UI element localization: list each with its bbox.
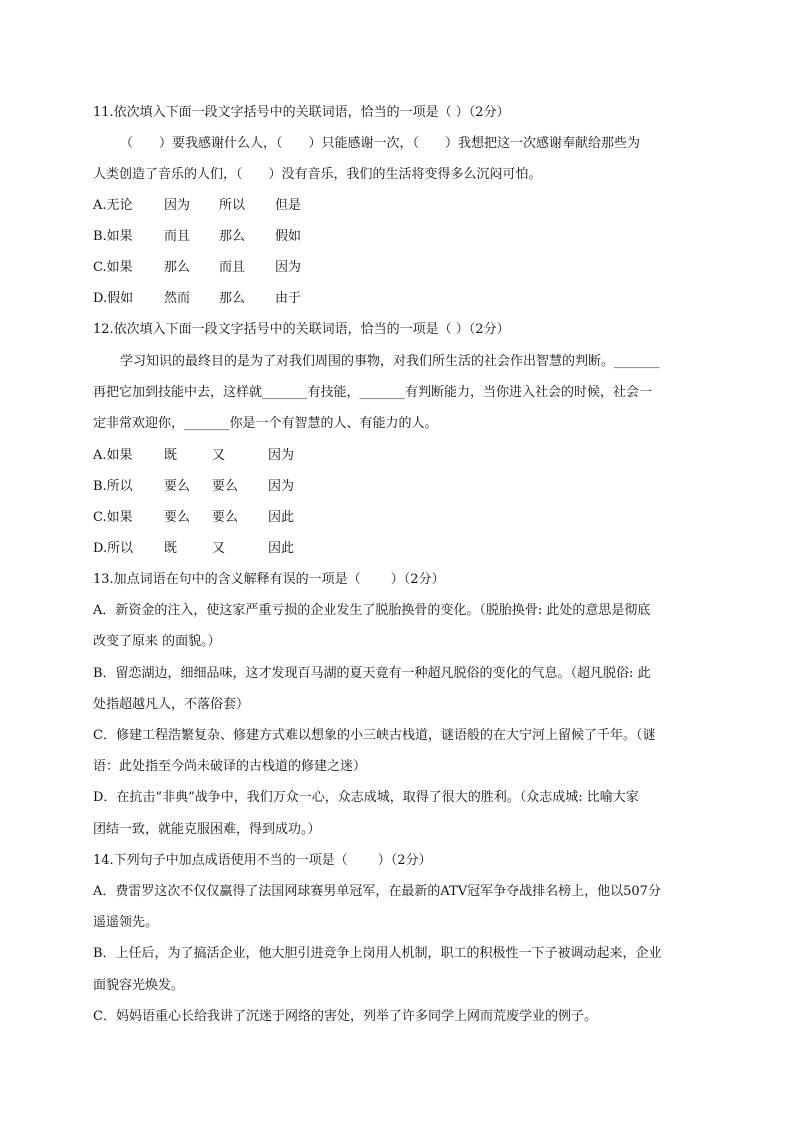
q12-passage-line-3: 定非常欢迎你，_______你是一个有智慧的人、有能力的人。: [93, 416, 438, 431]
q12-passage-line-1: 学习知识的最终目的是为了对我们周围的事物，对我们所生活的社会作出智慧的判断。_______: [120, 354, 660, 369]
document-page: 11.依次填入下面一段文字括号中的关联词语，恰当的一项是（ ）（2分） （ ）要我感谢什么人，（ ）只能感谢一次，（ ）我想把这一次感谢奉献给那些为 人类创造了音乐的人们，（ ）没有音乐，我们的生活将变得多么沉闷可怕。 A.无论 因为 所以 但是 B.如果 而且 那么 假如 C.如果 那么 而且 因为 D.假如 然而 那么 由于 12.依次填入下面一段文字括号中的关联词语，恰当的一项是（ ）（2分） 学习知识的最终目的是为了对我们周围的事物，对我们所生活的社会作出智慧的判断。_______ 再把它加到技能中去，这样就_______有技能，_______有判断能力，当你进入社会的时候，社会一 定非常欢迎你，_______你是一个有智慧的人、有能力的人。 A.如果 既 又 因为 B.所以 要么 要么 因为 C.如果 要么 要么 因此 D.所以 既 又 因此 13.加点词语在句中的含义解释有误的一项是（ ）（2分） A．新资金的注入，使这家严重亏损的企业发生了脱胎换骨的变化。（脱胎换骨: 此处的意思是彻底 改变了原来 的面貌。） B．留恋湖边，细细品味，这才发现百马湖的夏天竟有一种超凡脱俗的变化的气息。（超凡脱俗: 此 处指超越凡人，不落俗套） C．修建工程浩繁复杂、修建方式难以想象的小三峡古栈道，谜语般的在大宁河上留候了千年。（谜 语：此处指至今尚未破译的古栈道的修建之迷） D．在抗击“非典”战争中，我们万众一心，众志成城，取得了很大的胜利。（众志成城: 比喻大家 团结一致，就能克服困难，得到成功。） 14.下列句子中加点成语使用不当的一项是（ ）（2分） A．费雷罗这次不仅仅赢得了法国网球赛男单冠军，在最新的ATV冠军争夺战排名榜上，他以507分 遥遥领先。 B．上任后，为了搞活企业，他大胆引进竞争上岗用人机制，职工的积极性一下子被调动起来，企业 面貌容光焕发。 C．妈妈语重心长给我讲了沉迷于网络的害处，列举了许多同学上网而荒废学业的例子。: [0, 0, 794, 1123]
q13-option-b-line-1: B．留恋湖边，细细品味，这才发现百马湖的夏天竟有一种超凡脱俗的变化的气息。（超凡脱俗: 此: [93, 666, 651, 681]
q11-passage-line-1: （ ）要我感谢什么人，（ ）只能感谢一次，（ ）我想把这一次感谢奉献给那些为: [120, 136, 641, 151]
q13-option-c-line-2: 语：此处指至今尚未破译的古栈道的修建之迷）: [93, 759, 367, 774]
q13-option-a-line-1: A．新资金的注入，使这家严重亏损的企业发生了脱胎换骨的变化。（脱胎换骨: 此处的意思是彻底: [93, 603, 651, 618]
q13-stem: 13.加点词语在句中的含义解释有误的一项是（ ）（2分）: [93, 572, 445, 587]
q13-option-c-line-1: C．修建工程浩繁复杂、修建方式难以想象的小三峡古栈道，谜语般的在大宁河上留候了千年。（谜: [93, 728, 656, 743]
q11-passage-line-2: 人类创造了音乐的人们，（ ）没有音乐，我们的生活将变得多么沉闷可怕。: [93, 167, 542, 182]
q14-option-a-line-2: 遥遥领先。: [93, 915, 159, 930]
q14-stem: 14.下列句子中加点成语使用不当的一项是（ ）（2分）: [93, 853, 432, 868]
q14-option-a-line-1: A．费雷罗这次不仅仅赢得了法国网球赛男单冠军，在最新的ATV冠军争夺战排名榜上，他以507分: [93, 884, 661, 899]
q14-option-b-line-1: B．上任后，为了搞活企业，他大胆引进竞争上岗用人机制，职工的积极性一下子被调动起来，企业: [93, 946, 662, 961]
q12-stem: 12.依次填入下面一段文字括号中的关联词语，恰当的一项是（ ）（2分）: [93, 322, 510, 337]
q13-option-a-line-2: 改变了原来 的面貌。）: [93, 634, 221, 649]
q11-stem: 11.依次填入下面一段文字括号中的关联词语，恰当的一项是（ ）（2分）: [93, 105, 510, 120]
q14-option-b-line-2: 面貌容光焕发。: [93, 978, 185, 993]
q13-option-d-line-1: D．在抗击“非典”战争中，我们万众一心，众志成城，取得了很大的胜利。（众志成城: 比喻大家: [93, 790, 639, 805]
q13-option-b-line-2: 处指超越凡人，不落俗套）: [93, 697, 250, 712]
q13-option-d-line-2: 团结一致，就能克服困难，得到成功。）: [93, 822, 321, 837]
q14-option-c-line-1: C．妈妈语重心长给我讲了沉迷于网络的害处，列举了许多同学上网而荒废学业的例子。: [93, 1009, 597, 1024]
q12-passage-line-2: 再把它加到技能中去，这样就_______有技能，_______有判断能力，当你进入社会的时候，社会一: [93, 385, 653, 400]
